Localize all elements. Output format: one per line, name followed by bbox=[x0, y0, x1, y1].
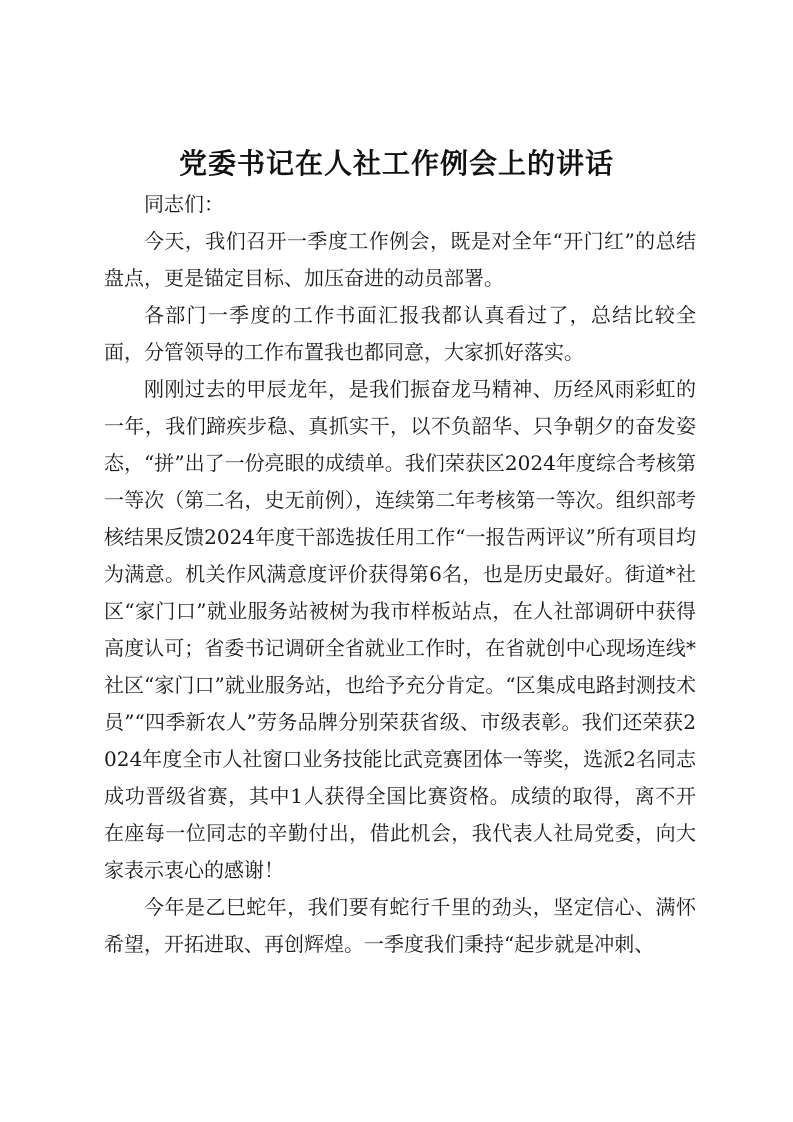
document-body bbox=[104, 186, 696, 963]
paragraph: 今天，我们召开一季度工作例会，既是对全年“开门红”的总结盘点，更是锚定目标、加压奋进的动员部署。 bbox=[104, 229, 696, 290]
salutation: 同志们： bbox=[144, 192, 224, 216]
paragraph: 各部门一季度的工作书面汇报我都认真看过了，总结比较全面，分管领导的工作布置我也都同意，大家抓好落实。 bbox=[104, 303, 696, 364]
paragraph: 刚刚过去的甲辰龙年，是我们振奋龙马精神、历经风雨彩虹的一年，我们蹄疾步稳、真抓实干，以不负韶华、只争朝夕的奋发姿态，“拼”出了一份亮眼的成绩单。我们荣获区2024年度综合考核第一等次（第二名，史无前例），连续第二年考核第一等次。组织部考核结果反馈2024年度干部选拔任用工作“一报告两评议”所有项目均为满意。机关作风满意度评价获得第6名，也是历史最好。街道*社区“家门口”就业服务站被树为我市样板站点，在人社部调研中获得高度认可；省委书记调研全省就业工作时，在省就创中心现场连线*社区“家门口”就业服务站，也给予充分肯定。“区集成电路封测技术员”“四季新农人”劳务品牌分别荣获省级、市级表彰。我们还荣获2024年度全市人社窗口业务技能比武竞赛团体一等奖，选派2名同志成功晋级省赛，其中1人获得全国比赛资格。成绩的取得，离不开在座每一位同志的辛勤付出，借此机会，我代表人社局党委，向大家表示衷心的感谢！ bbox=[104, 377, 696, 882]
paragraph: 今年是乙巳蛇年，我们要有蛇行千里的劲头，坚定信心、满怀希望，开拓进取、再创辉煌。一季度我们秉持“起步就是冲刺、 bbox=[104, 895, 696, 956]
document-title: 党委书记在人社工作例会上的讲话 bbox=[178, 147, 614, 180]
